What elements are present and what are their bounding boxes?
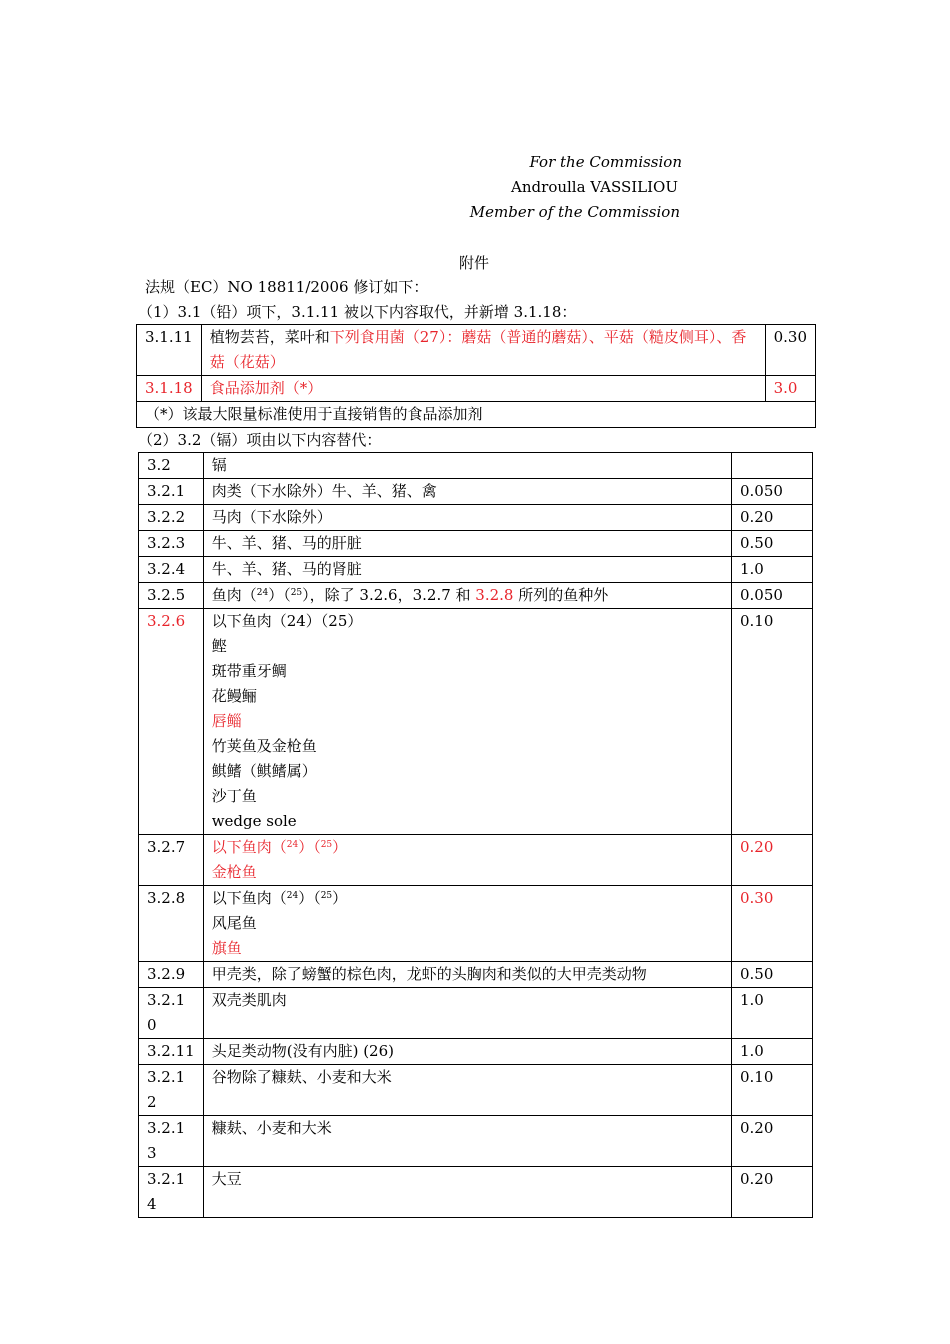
text-cell: 食品添加剂（*）: [201, 376, 765, 402]
text-cell: 镉: [203, 453, 731, 479]
text-cell: 谷物除了糠麸、小麦和大米: [203, 1065, 731, 1116]
text-part: 以下鱼肉（: [211, 889, 287, 907]
text-cell: [203, 609, 731, 835]
code-cell: 3.1.11: [137, 325, 202, 376]
text-cell: 糠麸、小麦和大米: [203, 1116, 731, 1167]
text-cell: 肉类（下水除外）牛、羊、猪、禽: [203, 479, 731, 505]
value-cell: 3.0: [765, 376, 815, 402]
cell-line-red: 旗鱼: [211, 939, 242, 957]
section2-heading: （2）3.2（镉）项由以下内容替代：: [138, 431, 382, 449]
table-row: [139, 988, 813, 1039]
table-row: [139, 1065, 813, 1116]
code-line: 3.2.1: [147, 991, 186, 1009]
table-row: [139, 962, 813, 988]
cell-line: 花鳗鲡: [211, 687, 257, 705]
text-cell: [203, 583, 731, 609]
signature-name: Androulla VASSILIOU: [511, 178, 678, 196]
value-cell: 0.20: [732, 1167, 813, 1218]
cell-line-red: [212, 835, 723, 860]
table-row: [139, 453, 813, 479]
cell-line: [212, 886, 723, 911]
text-cell: 牛、羊、猪、马的肝脏: [203, 531, 731, 557]
lead-table: [136, 324, 816, 428]
annex-title: 附件: [459, 254, 490, 272]
value-cell: 1.0: [732, 988, 813, 1039]
footnote-ref: 24: [286, 840, 299, 850]
table-row: [139, 835, 813, 886]
code-cell: [139, 1116, 204, 1167]
cell-line: 沙丁鱼: [211, 787, 257, 805]
cell-line: 以下鱼肉（24）（25）: [211, 612, 363, 630]
code-cell: [139, 1167, 204, 1218]
text-cell: [201, 325, 765, 376]
text-cell: 甲壳类，除了螃蟹的棕色肉，龙虾的头胸肉和类似的大甲壳类动物: [203, 962, 731, 988]
value-cell: 1.0: [732, 1039, 813, 1065]
text-part: ），除了 3.2.6，3.2.7 和: [302, 586, 476, 604]
text-part: 鱼肉（: [211, 586, 257, 604]
table-note-row: [137, 402, 816, 428]
code-cell: 3.2.1: [139, 479, 204, 505]
text-part: 以下鱼肉（: [211, 838, 287, 856]
table-row: [139, 531, 813, 557]
table-row: [139, 505, 813, 531]
text-cell: [203, 835, 731, 886]
table-row: [139, 886, 813, 962]
table-row: [137, 376, 816, 402]
value-cell: [732, 453, 813, 479]
code-cell: 3.2.5: [139, 583, 204, 609]
code-cell: 3.2.4: [139, 557, 204, 583]
code-cell: 3.2.2: [139, 505, 204, 531]
signature-role: Member of the Commission: [469, 203, 680, 221]
cell-line-red: 金枪鱼: [211, 863, 257, 881]
cell-line: 鲣: [211, 637, 227, 655]
section1-heading: （1）3.1（铅）项下，3.1.11 被以下内容取代，并新增 3.1.18：: [138, 303, 577, 321]
text-part-red: 3.2.8: [475, 586, 514, 604]
code-cell: 3.2.11: [139, 1039, 204, 1065]
code-cell: 3.1.18: [137, 376, 202, 402]
value-cell: 0.050: [732, 583, 813, 609]
footnote-ref: 24: [256, 588, 269, 598]
text-part: ）（: [268, 586, 291, 604]
cadmium-table: [138, 452, 813, 1218]
value-cell: 0.20: [732, 835, 813, 886]
text-cell: 双壳类肌肉: [203, 988, 731, 1039]
code-line: 3.2.1: [147, 1119, 186, 1137]
cell-line-red: 唇鲻: [211, 712, 242, 730]
code-cell: 3.2.8: [139, 886, 204, 962]
code-cell: 3.2: [139, 453, 204, 479]
value-cell: 0.20: [732, 505, 813, 531]
text-part: ）（: [298, 889, 321, 907]
value-cell: 0.30: [765, 325, 815, 376]
value-cell: 0.10: [732, 609, 813, 835]
table-row: [139, 583, 813, 609]
text-part: ）: [332, 889, 348, 907]
value-cell: 0.050: [732, 479, 813, 505]
text-part: ）（: [298, 838, 321, 856]
text-cell: 马肉（下水除外）: [203, 505, 731, 531]
table-row: [139, 557, 813, 583]
value-cell: 0.20: [732, 1116, 813, 1167]
cell-line: 风尾鱼: [211, 914, 257, 932]
footnote-ref: 25: [320, 840, 333, 850]
signature-line-1: For the Commission: [529, 153, 682, 171]
table-row: [139, 1039, 813, 1065]
code-cell: 3.2.7: [139, 835, 204, 886]
cell-line: 竹荚鱼及金枪鱼: [211, 737, 317, 755]
value-cell: 0.50: [732, 962, 813, 988]
footnote-ref: 24: [286, 891, 299, 901]
code-line: 3.2.1: [147, 1068, 186, 1086]
cell-line: wedge sole: [211, 812, 297, 830]
text-cell: 头足类动物(没有内脏) (26): [203, 1039, 731, 1065]
table-row: [139, 1167, 813, 1218]
text-part-red: 下列食用菌（27）：蘑菇（普通的蘑菇）、平菇（糙皮侧耳）、香菇（花菇）: [209, 328, 747, 371]
signature-block: [470, 150, 682, 225]
value-cell: 0.30: [732, 886, 813, 962]
footnote-ref: 25: [290, 588, 303, 598]
code-line: 0: [147, 1016, 157, 1034]
text-part: 所列的鱼种外: [513, 586, 609, 604]
text-part: 植物芸苔，菜叶和: [209, 328, 330, 346]
code-cell: 3.2.9: [139, 962, 204, 988]
cell-line: 斑带重牙鲷: [211, 662, 287, 680]
cell-line: 鲯鳍（鲯鳍属）: [211, 762, 317, 780]
table-row: [139, 1116, 813, 1167]
text-cell: [203, 886, 731, 962]
text-cell: 大豆: [203, 1167, 731, 1218]
intro-text: 法规（EC）NO 18811/2006 修订如下：: [145, 278, 429, 296]
code-line: 3.2.1: [147, 1170, 186, 1188]
table-row: [139, 609, 813, 835]
code-cell: [139, 1065, 204, 1116]
code-cell: [139, 988, 204, 1039]
table-row: [139, 479, 813, 505]
value-cell: 1.0: [732, 557, 813, 583]
code-cell: 3.2.3: [139, 531, 204, 557]
text-part: ）: [332, 838, 348, 856]
code-line: 4: [147, 1195, 157, 1213]
note-cell: （*）该最大限量标准使用于直接销售的食品添加剂: [137, 402, 816, 428]
text-cell: 牛、羊、猪、马的肾脏: [203, 557, 731, 583]
footnote-ref: 25: [320, 891, 333, 901]
value-cell: 0.50: [732, 531, 813, 557]
code-line: 3: [147, 1144, 157, 1162]
table-row: [137, 325, 816, 376]
code-line: 2: [147, 1093, 157, 1111]
value-cell: 0.10: [732, 1065, 813, 1116]
code-cell: 3.2.6: [139, 609, 204, 835]
